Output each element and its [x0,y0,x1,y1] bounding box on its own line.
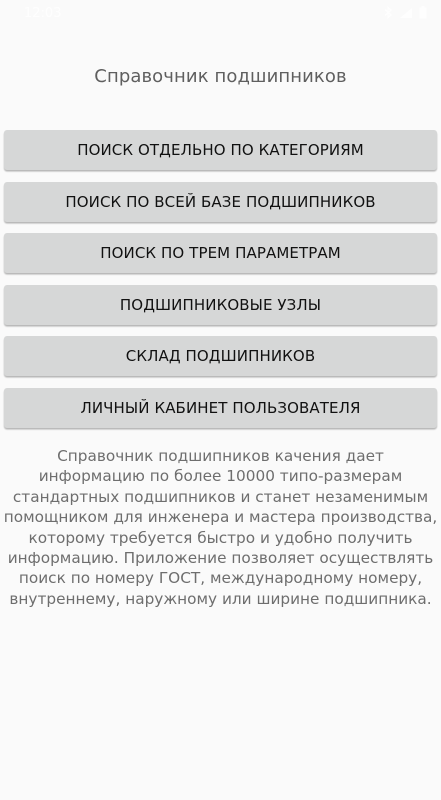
bluetooth-icon [383,6,393,19]
main-menu [4,130,437,440]
battery-icon [419,6,427,19]
search-whole-database-button[interactable]: ПОИСК ПО ВСЕЙ БАЗЕ ПОДШИПНИКОВ [4,182,437,222]
search-three-parameters-button[interactable]: ПОИСК ПО ТРЕМ ПАРАМЕТРАМ [4,233,437,273]
user-account-button[interactable]: ЛИЧНЫЙ КАБИНЕТ ПОЛЬЗОВАТЕЛЯ [4,388,437,428]
status-bar [0,0,441,34]
bearing-units-button[interactable]: ПОДШИПНИКОВЫЕ УЗЛЫ [4,285,437,325]
page-title: Справочник подшипников [94,66,347,87]
bearing-warehouse-button[interactable]: СКЛАД ПОДШИПНИКОВ [4,336,437,376]
signal-icon [399,7,413,19]
search-by-category-button[interactable]: ПОИСК ОТДЕЛЬНО ПО КАТЕГОРИЯМ [4,130,437,170]
status-icons [383,6,427,19]
status-time: 12:03 [24,6,62,21]
app-description: Справочник подшипников качения дает информацию по более 10000 типо-размерам стандартных подшипников и станет незаменимым помощником для инженера и мастера производства, которому требуется быстро и удобно получить информацию. Приложение позволяет осуществлять поиск по номеру ГОСТ, международному номеру, внутреннему, наружному или ширине подшипника. [3,447,438,608]
